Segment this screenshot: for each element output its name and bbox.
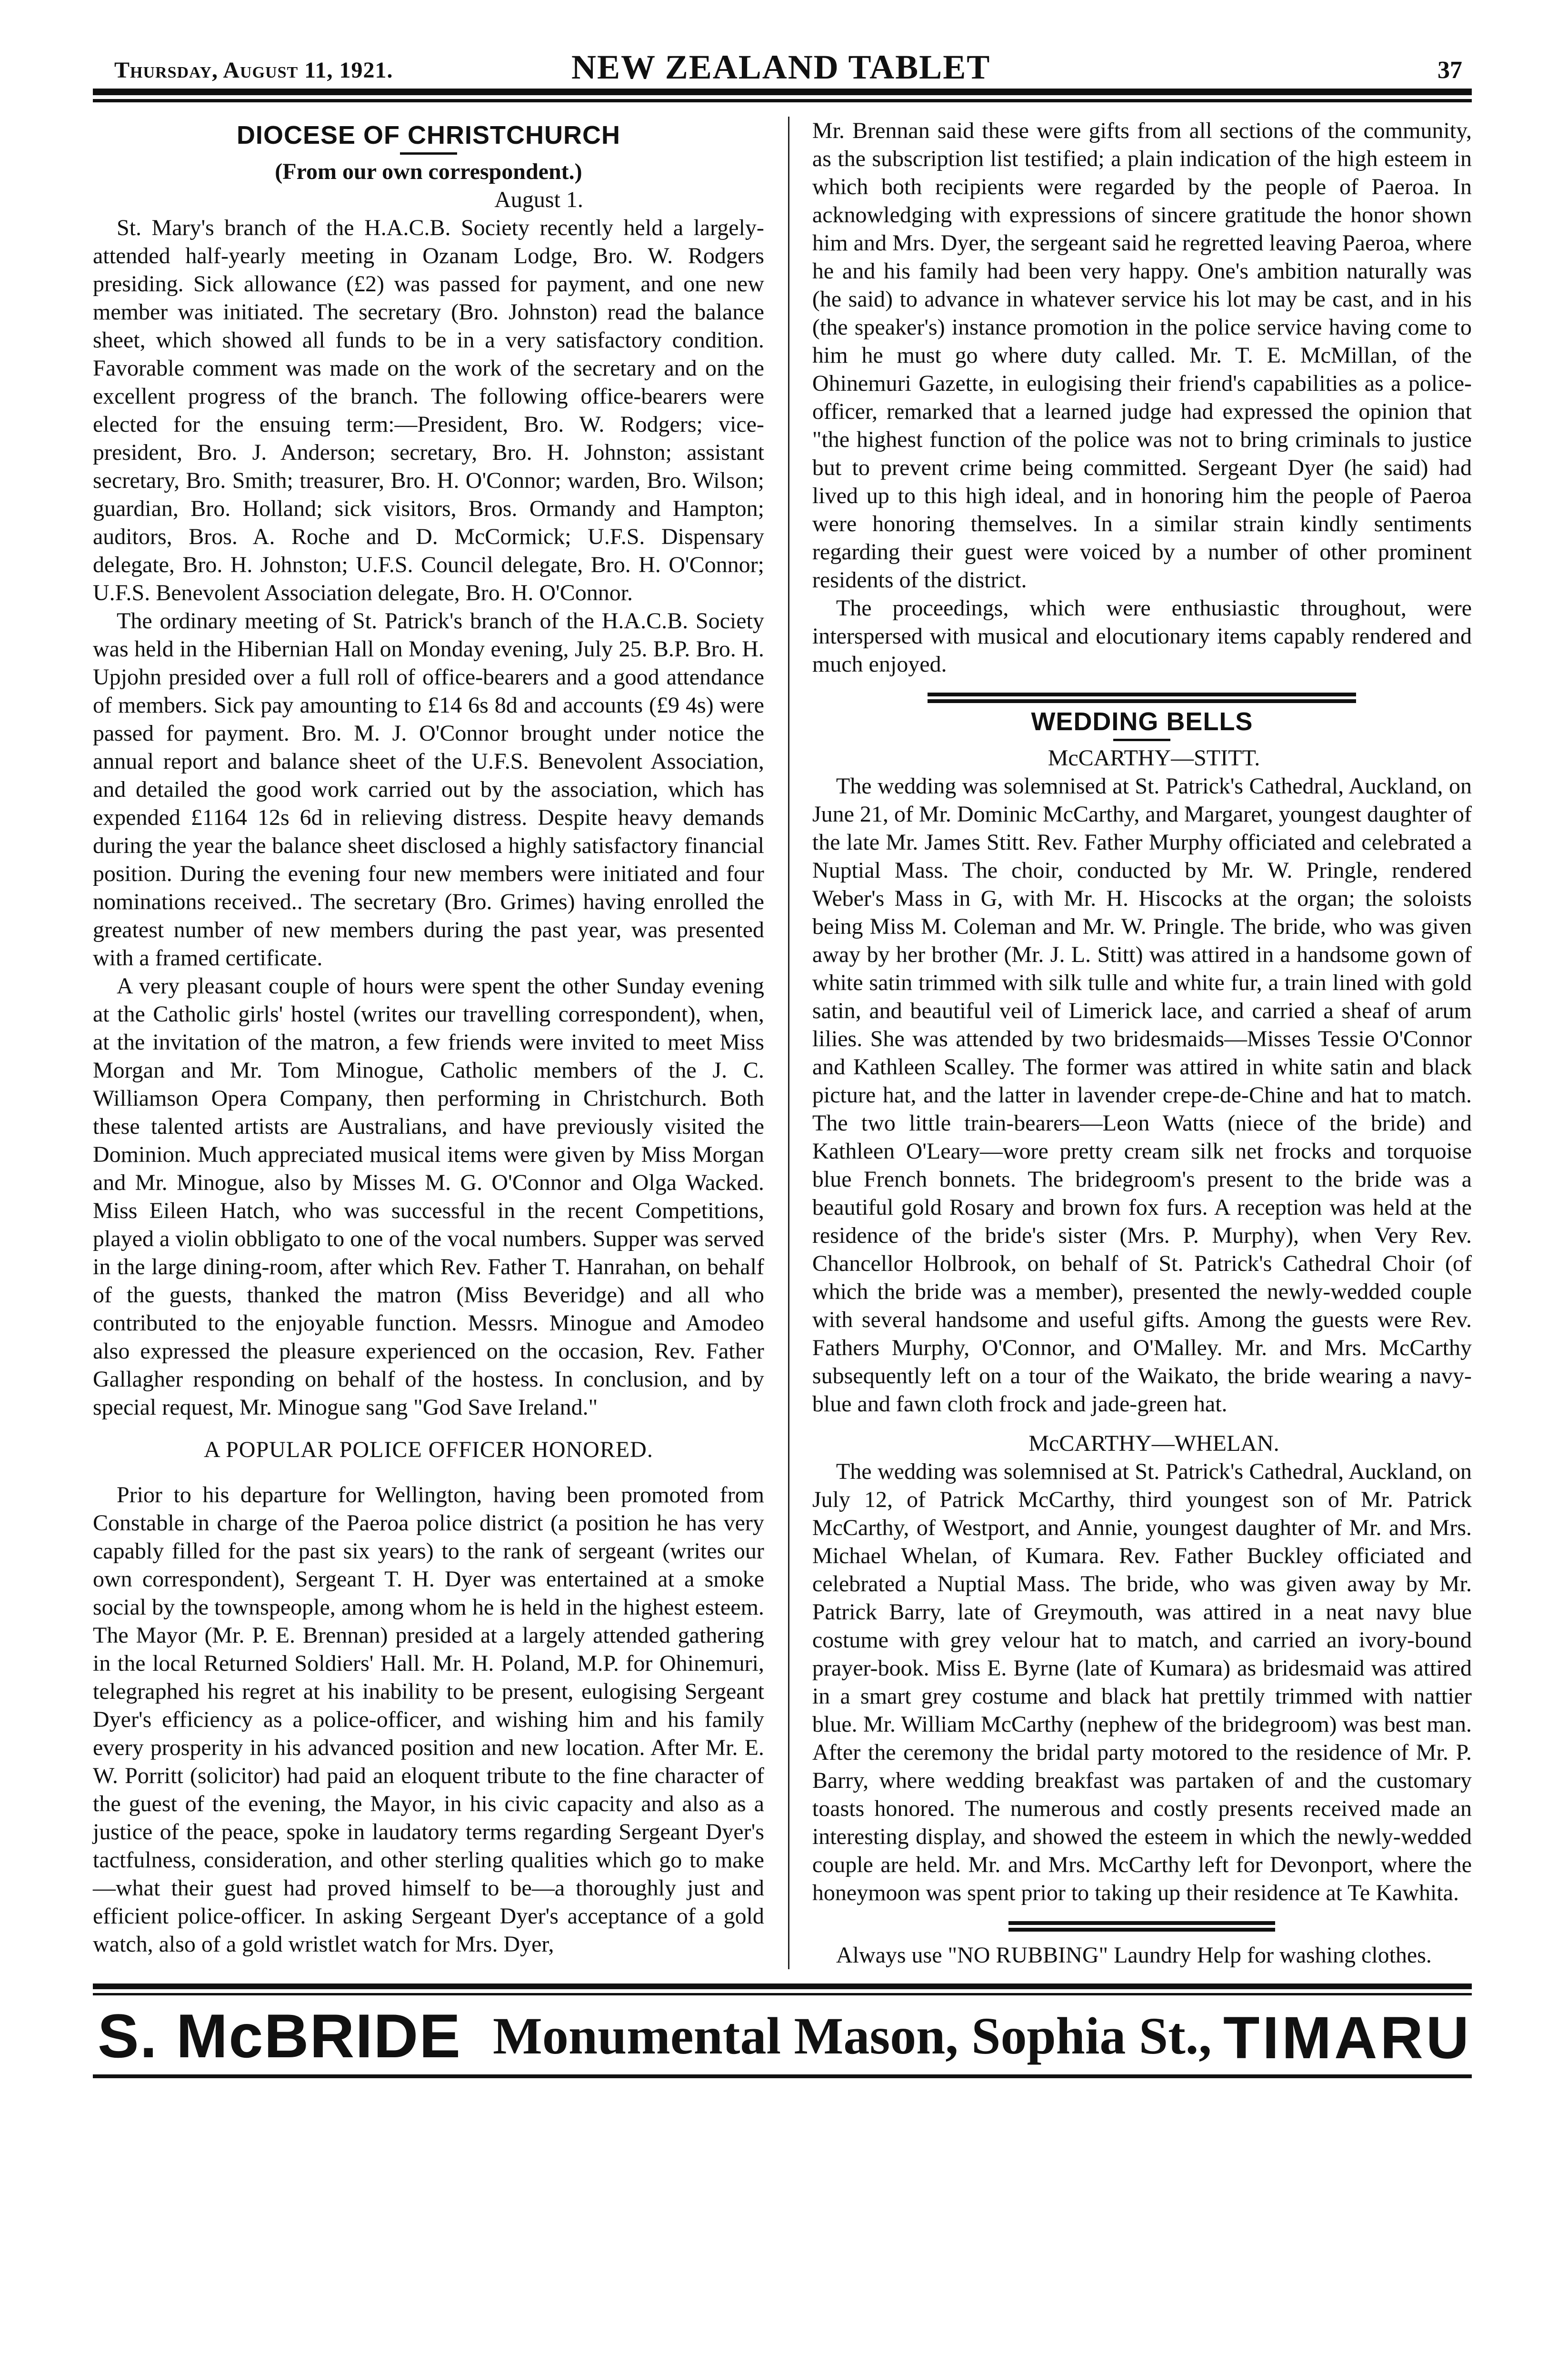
article-paragraph: The wedding was solemnised at St. Patrick's Cathedral, Auckland, on June 21, of Mr. Dominic McCarthy, and Margaret, youngest daughter of the late Mr. James Stitt. Rev. Father Murphy officiated and celebrated a Nuptial Mass. The choir, conducted by Mr. W. Pringle, rendered Weber's Mass in G, with Mr. H. Hiscocks at the organ; the soloists being Miss M. Coleman and Mr. W. Pringle. The bride, who was given away by her brother (Mr. J. L. Stitt) was attired in a handsome gown of white satin trimmed with silk tulle and white fur, a train lined with gold satin, and beautiful veil of Limerick lace, and carried a sheaf of arum lilies. She was attended by two bridesmaids—Misses Tessie O'Connor and Kathleen Scalley. The former was attired in white satin and black picture hat, and the latter in lavender crepe-de-Chine and hat to match. The two little train-bearers—Leon Watts (niece of the bride) and Kathleen O'Leary—wore pretty cream silk net frocks and torquoise blue French bonnets. The bridegroom's present to the bride was a beautiful gold Rosary and brown fox furs. A reception was held at the residence of the bride's sister (Mrs. P. Murphy), when Very Rev. Chancellor Holbrook, on behalf of St. Patrick's Cathedral Choir (of which the bride was a member), presented the newly-wedded couple with several handsome and useful gifts. Among the guests were Rev. Fathers Murphy, O'Connor, and O'Malley. Mr. and Mrs. McCarthy subsequently left on a tour of the Waikato, the bride wearing a navy-blue and fawn cloth frock and jade-green hat. <box>812 774 1472 1417</box>
article-paragraph: The proceedings, which were enthusiastic throughout, were interspersed with musical and elocutionary items capably rendered and much enjoyed. <box>812 595 1472 677</box>
article-paragraph: Mr. Brennan said these were gifts from all sections of the community, as the subscription list testified; a plain indication of the high esteem in which both recipients were regarded by the people of Paeroa. In acknowledging with expressions of sincere gratitude the honor shown him and Mrs. Dyer, the sergeant said he regretted leaving Paeroa, where he and his family had been very happy. One's ambition naturally was (he said) to advance in whatever service his lot may be cast, and in his (the speaker's) instance promotion in the police service having come to him he must go where duty called. Mr. T. E. McMillan, of the Ohinemuri Gazette, in eulogising their friend's capabilities as a police-officer, remarked that a learned judge had expressed the opinion that "the highest function of the police was not to bring criminals to justice but to prevent crime being committed. Sergeant Dyer (he said) had lived up to this high ideal, and in honoring him the people of Paeroa were honoring themselves. In a similar strain kindly sentiments regarding their guest were voiced by a number of other prominent residents of the district. <box>812 118 1472 593</box>
diocese-title: DIOCESE OF CHRISTCHURCH <box>236 121 620 149</box>
diocese-dateline: August 1. <box>494 187 583 212</box>
wedding-title: WEDDING BELLS <box>1031 707 1253 736</box>
section-double-rule <box>1008 1921 1275 1932</box>
advertisement <box>93 2000 1472 2072</box>
short-rule <box>400 152 457 155</box>
header-rule <box>93 89 1472 95</box>
columns <box>93 117 1472 1969</box>
advert-rule-thin <box>93 1993 1472 1995</box>
page-number: 37 <box>1437 57 1462 84</box>
article-paragraph: A very pleasant couple of hours were spent the other Sunday evening at the Catholic girls' hostel (writes our travelling correspondent), when, at the invitation of the matron, a few friends were invited to meet Miss Morgan and Mr. Tom Minogue, Catholic members of the J. C. Williamson Opera Company, then performing in Christchurch. Both these talented artists are Australians, and have previously visited the Dominion. Much appreciated musical items were given by Miss Morgan and Mr. Minogue, also by Misses M. G. O'Connor and Olga Wacked. Miss Eileen Hatch, who was successful in the recent Competitions, played a violin obbligato to one of the vocal numbers. Supper was served in the large dining-room, after which Rev. Father T. Hanrahan, on behalf of the guests, thanked the matron (Miss Beveridge) and all who contributed to the enjoyable function. Messrs. Minogue and Amodeo also expressed the pleasure experienced on the occasion, Rev. Father Gallagher responding on behalf of the hostess. In conclusion, and by special request, Mr. Minogue sang "God Save Ireland." <box>93 973 764 1420</box>
left-column <box>93 117 764 1969</box>
diocese-byline: (From our own correspondent.) <box>275 159 582 184</box>
short-rule <box>1113 739 1170 741</box>
wedding-heading: McCARTHY—STITT. <box>1048 745 1260 771</box>
column-divider <box>788 117 789 1969</box>
issue-date: Thursday, August 11, 1921. <box>114 58 393 83</box>
wedding-heading: McCARTHY—WHELAN. <box>1028 1431 1279 1456</box>
advert-town: TIMARU <box>1223 2005 1472 2071</box>
advert-trade: Monumental Mason, Sophia St., <box>493 2007 1212 2065</box>
article-paragraph: The wedding was solemnised at St. Patrick's Cathedral, Auckland, on July 12, of Patrick McCarthy, third youngest son of Mr. Patrick McCarthy, of Westport, and Annie, youngest daughter of Mr. and Mrs. Michael Whelan, of Kumara. Rev. Father Buckley officiated and celebrated a Nuptial Mass. The bride, who was given away by Mr. Patrick Barry, late of Greymouth, was attired in a neat navy blue costume with grey velour hat to match, and carried an ivory-bound prayer-book. Miss E. Byrne (late of Kumara) as bridesmaid was attired in a smart grey costume and black hat prettily trimmed with nattier blue. Mr. William McCarthy (nephew of the bridegroom) was best man. After the ceremony the bridal party motored to the residence of Mr. P. Barry, where wedding breakfast was partaken of and the customary toasts honored. The numerous and costly presents received made an interesting display, and showed the esteem in which the newly-wedded couple are held. Mr. and Mrs. McCarthy left for Devonport, where the honeymoon was spent prior to taking up their residence at Te Kawhita. <box>812 1459 1472 1905</box>
advert-bottom-rule <box>93 2074 1472 2078</box>
laundry-notice: Always use "NO RUBBING" Laundry Help for washing clothes. <box>836 1943 1432 1968</box>
police-title: A POPULAR POLICE OFFICER HONORED. <box>204 1437 653 1462</box>
header-rule-thin <box>93 99 1472 102</box>
advert-name: S. McBRIDE <box>98 2001 462 2071</box>
section-double-rule <box>928 693 1356 703</box>
masthead-title: NEW ZEALAND TABLET <box>571 48 991 86</box>
article-paragraph: Prior to his departure for Wellington, having been promoted from Constable in charge of the Paeroa police district (a position he has very capably filled for the past six years) to the rank of sergeant (writes our own correspondent), Sergeant T. H. Dyer was entertained at a smoke social by the townspeople, among whom he is held in the highest esteem. The Mayor (Mr. P. E. Brennan) presided at a largely attended gathering in the local Returned Soldiers' Hall. Mr. H. Poland, M.P. for Ohinemuri, telegraphed his regret at his inability to be present, eulogising Sergeant Dyer's efficiency as a police-officer, and wishing him and his family every prosperity in his advanced position and new location. After Mr. E. W. Porritt (solicitor) had paid an eloquent tribute to the fine character of the guest of the evening, the Mayor, in his civic capacity and also as a justice of the peace, spoke in laudatory terms regarding Sergeant Dyer's tactfulness, consideration, and other sterling qualities which go to make—what their guest had proved himself to be—a thoroughly just and efficient police-officer. In asking Sergeant Dyer's acceptance of a gold watch, also of a gold wristlet watch for Mrs. Dyer, <box>93 1482 764 1957</box>
article-paragraph: The ordinary meeting of St. Patrick's branch of the H.A.C.B. Society was held in the Hibernian Hall on Monday evening, July 25. B.P. Bro. H. Upjohn presided over a full roll of office-bearers and a good attendance of members. Sick pay amounting to £14 6s 8d and accounts (£9 4s) were passed for payment. Bro. M. J. O'Connor brought under notice the annual report and balance sheet of the U.F.S. Benevolent Association, and detailed the good work carried out by the association, which has expended £1164 12s 6d in relieving distress. Despite heavy demands during the year the balance sheet disclosed a highly satisfactory financial position. During the evening four new members were initiated and four nominations received.. The secretary (Bro. Grimes) having enrolled the greatest number of new members during the past year, was presented with a framed certificate. <box>93 608 764 971</box>
right-column <box>812 117 1472 1969</box>
page-header <box>114 48 1467 86</box>
article-paragraph: St. Mary's branch of the H.A.C.B. Society recently held a largely-attended half-yearly meeting in Ozanam Lodge, Bro. W. Rodgers presiding. Sick allowance (£2) was passed for payment, and one new member was initiated. The secretary (Bro. Johnston) read the balance sheet, which showed all funds to be in a very satisfactory condition. Favorable comment was made on the work of the secretary and on the excellent progress of the branch. The following office-bearers were elected for the ensuing term:—President, Bro. W. Rodgers; vice-president, Bro. J. Anderson; secretary, Bro. H. Johnston; assistant secretary, Bro. Smith; treasurer, Bro. H. O'Connor; warden, Bro. Wilson; guardian, Bro. Holland; sick visitors, Bros. Ormandy and Hampton; auditors, Bros. A. Roche and D. McCormick; U.F.S. Dispensary delegate, Bro. H. Johnston; U.F.S. Council delegate, Bro. H. O'Connor; U.F.S. Benevolent Association delegate, Bro. H. O'Connor. <box>93 215 764 605</box>
advert-rule <box>93 1983 1472 1989</box>
